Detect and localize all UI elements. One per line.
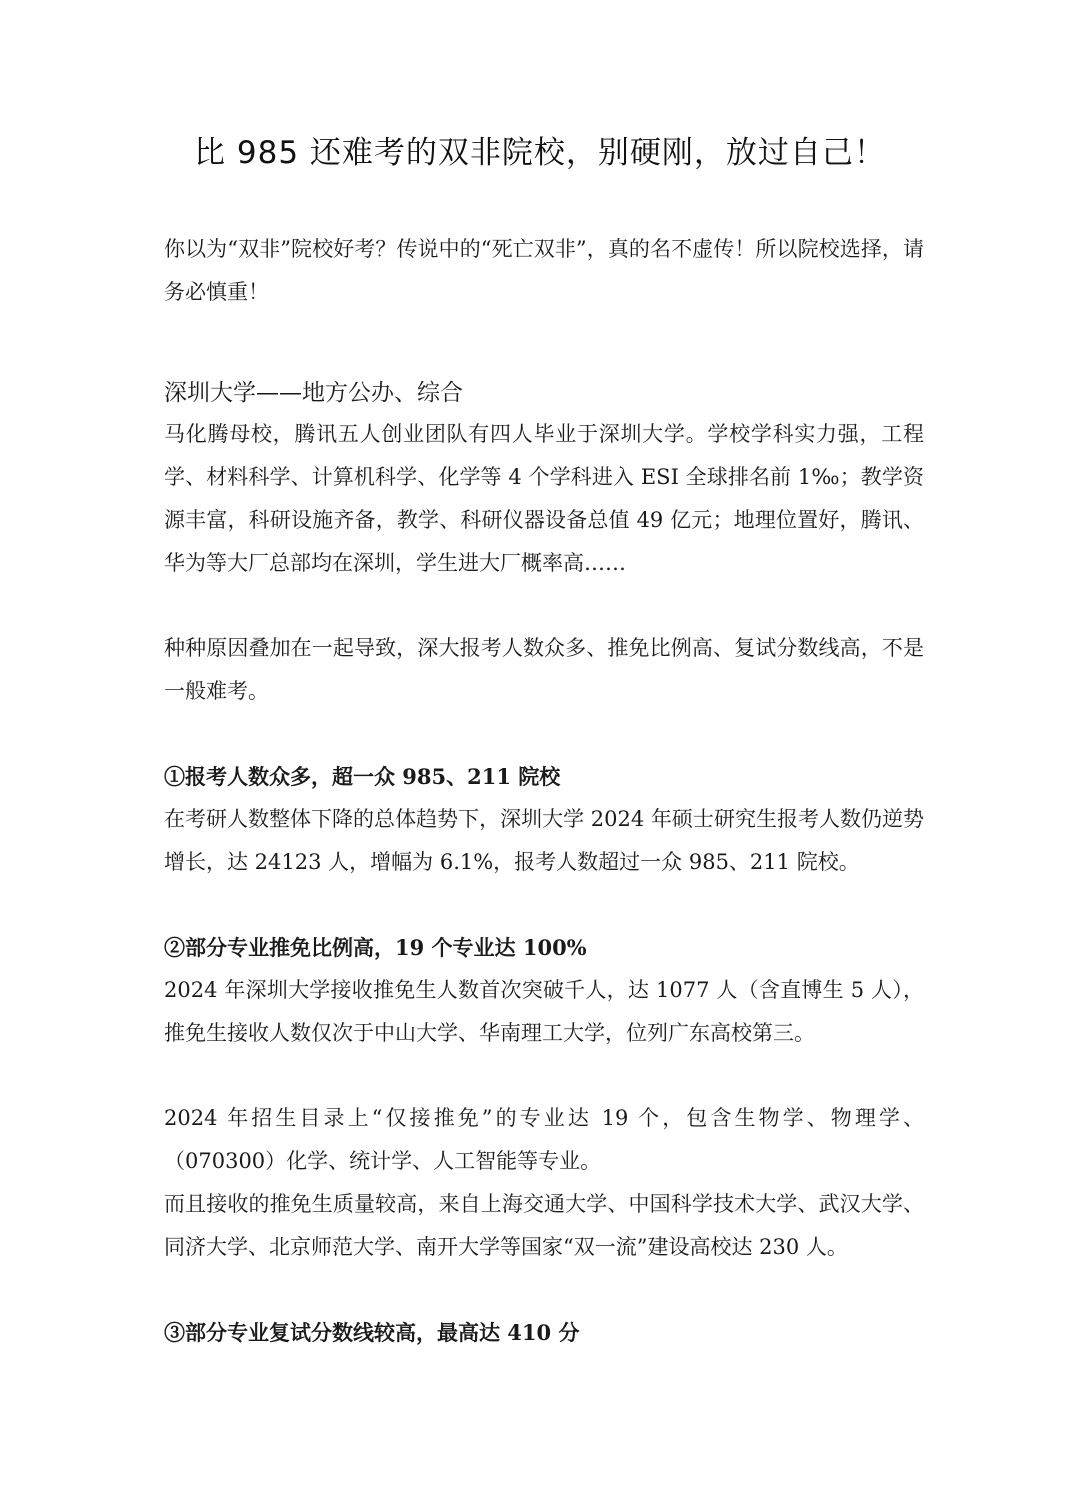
- school-summary: 种种原因叠加在一起导致，深大报考人数众多、推免比例高、复试分数线高，不是一般难考。: [164, 636, 924, 703]
- point-1-heading: ①报考人数众多，超一众 985、211 院校: [164, 764, 561, 789]
- point-3-heading: ③部分专业复试分数线较高，最高达 410 分: [164, 1320, 580, 1345]
- article-title: 比 985 还难考的双非院校，别硬刚，放过自己！: [194, 135, 886, 171]
- point-2-paragraph-1: 2024 年深圳大学接收推免生人数首次突破千人，达 1077 人（含直博生 5 人），推免生接收人数仅次于中山大学、华南理工大学，位列广东高校第三。: [164, 978, 924, 1045]
- point-2-paragraph-3: 而且接收的推免生质量较高，来自上海交通大学、中国科学技术大学、武汉大学、同济大学、北京师范大学、南开大学等国家“双一流”建设高校达 230 人。: [164, 1192, 924, 1259]
- article-body: [164, 228, 924, 1354]
- point-2-paragraph-2: 2024 年招生目录上“仅接推免”的专业达 19 个，包含生物学、物理学、（070300）化学、统计学、人工智能等专业。: [164, 1106, 924, 1173]
- point-1-paragraph: 在考研人数整体下降的总体趋势下，深圳大学 2024 年硕士研究生报考人数仍逆势增长，达 24123 人，增幅为 6.1%，报考人数超过一众 985、211 院校。: [164, 807, 924, 874]
- school-heading: 深圳大学——地方公办、综合: [164, 380, 463, 406]
- intro-paragraph: 你以为“双非”院校好考？传说中的“死亡双非”，真的名不虚传！所以院校选择，请务必慎重！: [164, 237, 924, 304]
- point-2-heading: ②部分专业推免比例高，19 个专业达 100%: [164, 935, 587, 960]
- school-description: 马化腾母校，腾讯五人创业团队有四人毕业于深圳大学。学校学科实力强，工程学、材料科学、计算机科学、化学等 4 个学科进入 ESI 全球排名前 1‰；教学资源丰富，科研设施齐备，教学、科研仪器设备总值 49 亿元；地理位置好，腾讯、华为等大厂总部均在深圳，学生进大厂概率高……: [164, 422, 924, 575]
